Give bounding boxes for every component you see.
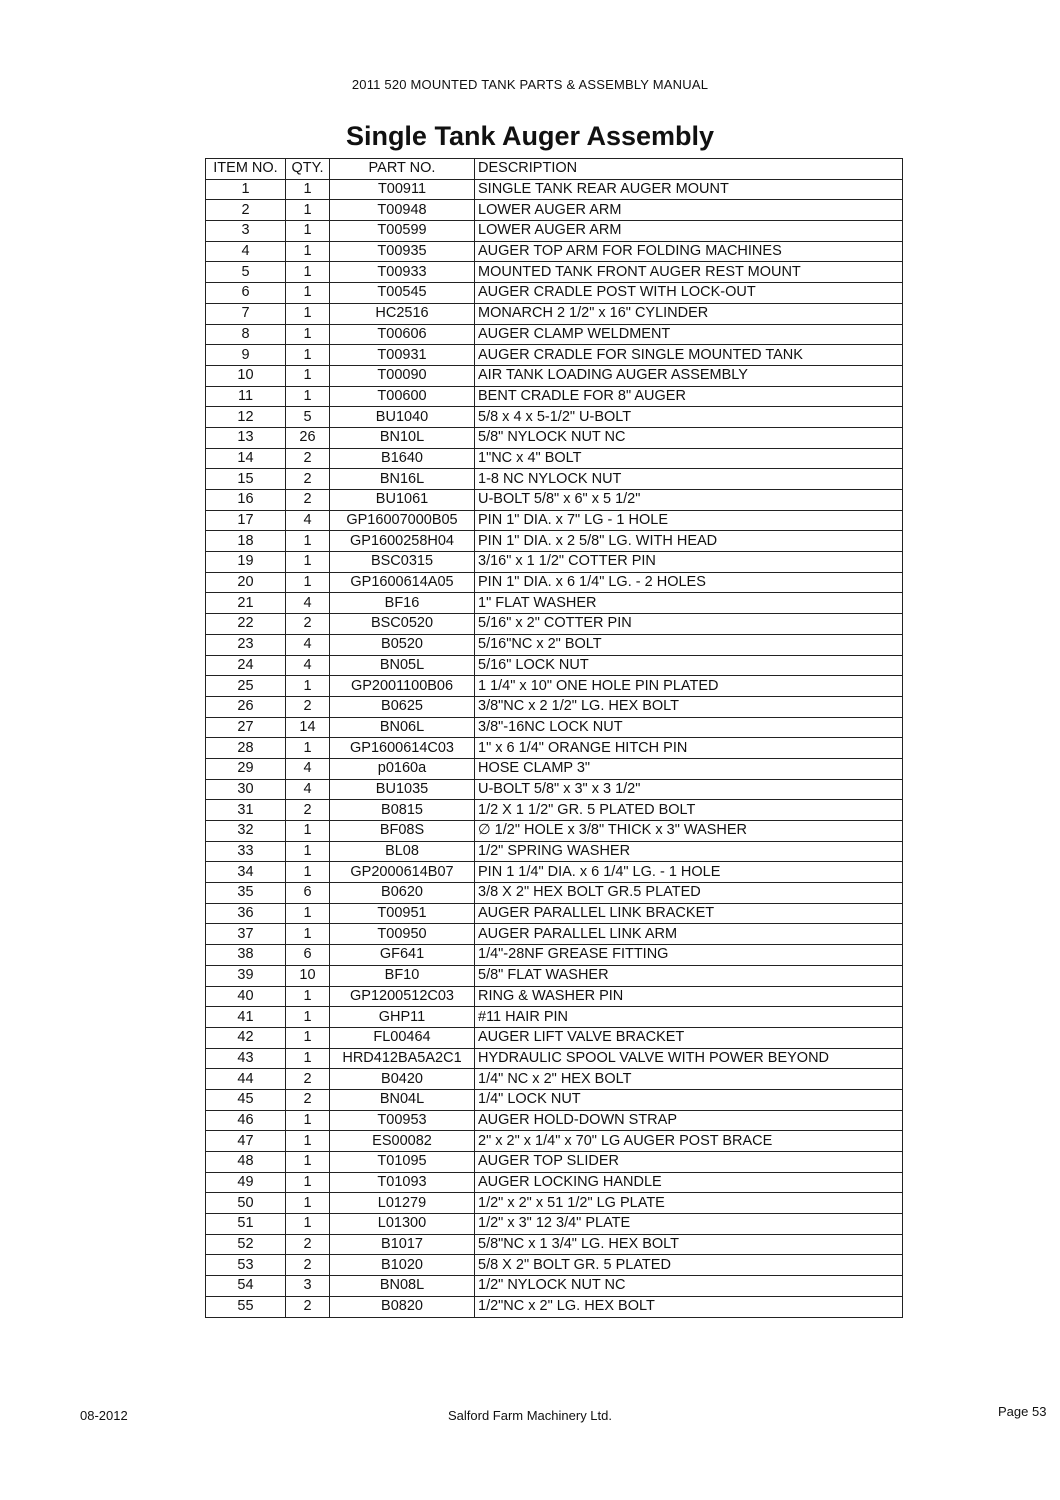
item-no-cell: 2 [206, 200, 286, 221]
part-no-cell: FL00464 [330, 1027, 475, 1048]
part-no-cell: T00951 [330, 903, 475, 924]
description-cell: #11 HAIR PIN [475, 1007, 903, 1028]
part-no-cell: GP2001100B06 [330, 676, 475, 697]
description-cell: 3/16" x 1 1/2" COTTER PIN [475, 552, 903, 573]
item-no-cell: 24 [206, 655, 286, 676]
part-no-cell: T00600 [330, 386, 475, 407]
part-no-cell: GP2000614B07 [330, 862, 475, 883]
qty-cell: 1 [286, 862, 330, 883]
item-no-cell: 21 [206, 593, 286, 614]
item-no-cell: 15 [206, 469, 286, 490]
item-no-cell: 34 [206, 862, 286, 883]
part-no-cell: T00931 [330, 345, 475, 366]
description-cell: 1/2"NC x 2" LG. HEX BOLT [475, 1296, 903, 1317]
table-row [206, 986, 903, 1007]
qty-cell: 2 [286, 1255, 330, 1276]
description-cell: AUGER CRADLE FOR SINGLE MOUNTED TANK [475, 345, 903, 366]
part-no-cell: BN16L [330, 469, 475, 490]
item-no-cell: 50 [206, 1193, 286, 1214]
qty-cell: 1 [286, 324, 330, 345]
table-row [206, 758, 903, 779]
qty-cell: 1 [286, 841, 330, 862]
table-row [206, 552, 903, 573]
part-no-cell: T00606 [330, 324, 475, 345]
item-no-cell: 49 [206, 1172, 286, 1193]
item-no-cell: 26 [206, 696, 286, 717]
table-row [206, 634, 903, 655]
description-cell: 5/16" LOCK NUT [475, 655, 903, 676]
qty-cell: 2 [286, 448, 330, 469]
description-cell: 1/4" NC x 2" HEX BOLT [475, 1069, 903, 1090]
item-no-cell: 42 [206, 1027, 286, 1048]
item-no-cell: 51 [206, 1214, 286, 1235]
table-row [206, 1276, 903, 1297]
table-row [206, 965, 903, 986]
part-no-cell: T01093 [330, 1172, 475, 1193]
item-no-cell: 16 [206, 490, 286, 511]
description-cell: 3/8"NC x 2 1/2" LG. HEX BOLT [475, 696, 903, 717]
table-row [206, 490, 903, 511]
part-no-cell: BF10 [330, 965, 475, 986]
table-row [206, 841, 903, 862]
table-row [206, 1007, 903, 1028]
item-no-cell: 33 [206, 841, 286, 862]
part-no-cell: GHP11 [330, 1007, 475, 1028]
table-row [206, 407, 903, 428]
description-cell: BENT CRADLE FOR 8" AUGER [475, 386, 903, 407]
qty-cell: 6 [286, 945, 330, 966]
table-row [206, 179, 903, 200]
table-row [206, 469, 903, 490]
description-cell: AUGER CRADLE POST WITH LOCK-OUT [475, 283, 903, 304]
item-no-cell: 29 [206, 758, 286, 779]
column-header-part-no: PART NO. [330, 159, 475, 180]
description-cell: 5/8" NYLOCK NUT NC [475, 427, 903, 448]
description-cell: PIN 1" DIA. x 7" LG - 1 HOLE [475, 510, 903, 531]
item-no-cell: 54 [206, 1276, 286, 1297]
table-row [206, 738, 903, 759]
table-row [206, 1131, 903, 1152]
item-no-cell: 36 [206, 903, 286, 924]
part-no-cell: BF08S [330, 821, 475, 842]
table-row [206, 200, 903, 221]
part-no-cell: BU1040 [330, 407, 475, 428]
qty-cell: 2 [286, 800, 330, 821]
item-no-cell: 45 [206, 1089, 286, 1110]
item-no-cell: 3 [206, 221, 286, 242]
qty-cell: 1 [286, 552, 330, 573]
item-no-cell: 20 [206, 572, 286, 593]
description-cell: HOSE CLAMP 3" [475, 758, 903, 779]
part-no-cell: GP16007000B05 [330, 510, 475, 531]
table-row [206, 1255, 903, 1276]
item-no-cell: 17 [206, 510, 286, 531]
description-cell: PIN 1" DIA. x 2 5/8" LG. WITH HEAD [475, 531, 903, 552]
table-row [206, 903, 903, 924]
column-header-item-no: ITEM NO. [206, 159, 286, 180]
qty-cell: 26 [286, 427, 330, 448]
part-no-cell: B0520 [330, 634, 475, 655]
qty-cell: 1 [286, 1214, 330, 1235]
description-cell: PIN 1 1/4" DIA. x 6 1/4" LG. - 1 HOLE [475, 862, 903, 883]
qty-cell: 4 [286, 779, 330, 800]
item-no-cell: 47 [206, 1131, 286, 1152]
parts-table [205, 158, 903, 1318]
description-cell: ∅ 1/2" HOLE x 3/8" THICK x 3" WASHER [475, 821, 903, 842]
table-row [206, 1048, 903, 1069]
item-no-cell: 23 [206, 634, 286, 655]
description-cell: 5/8 x 4 x 5-1/2" U-BOLT [475, 407, 903, 428]
table-row [206, 1296, 903, 1317]
table-row [206, 614, 903, 635]
table-row [206, 1152, 903, 1173]
qty-cell: 2 [286, 1234, 330, 1255]
qty-cell: 1 [286, 241, 330, 262]
description-cell: SINGLE TANK REAR AUGER MOUNT [475, 179, 903, 200]
table-row [206, 427, 903, 448]
qty-cell: 1 [286, 572, 330, 593]
qty-cell: 2 [286, 490, 330, 511]
qty-cell: 2 [286, 614, 330, 635]
item-no-cell: 14 [206, 448, 286, 469]
qty-cell: 14 [286, 717, 330, 738]
footer-date: 08-2012 [80, 1408, 128, 1423]
table-row [206, 324, 903, 345]
part-no-cell: B0620 [330, 883, 475, 904]
description-cell: 3/8 X 2" HEX BOLT GR.5 PLATED [475, 883, 903, 904]
part-no-cell: GF641 [330, 945, 475, 966]
qty-cell: 1 [286, 1048, 330, 1069]
description-cell: 3/8"-16NC LOCK NUT [475, 717, 903, 738]
table-row [206, 593, 903, 614]
qty-cell: 4 [286, 593, 330, 614]
table-row [206, 779, 903, 800]
item-no-cell: 44 [206, 1069, 286, 1090]
item-no-cell: 11 [206, 386, 286, 407]
item-no-cell: 8 [206, 324, 286, 345]
part-no-cell: BN08L [330, 1276, 475, 1297]
item-no-cell: 37 [206, 924, 286, 945]
item-no-cell: 27 [206, 717, 286, 738]
description-cell: 1/2" x 2" x 51 1/2" LG PLATE [475, 1193, 903, 1214]
footer-page-number: Page 53 [998, 1404, 1047, 1419]
description-cell: 1"NC x 4" BOLT [475, 448, 903, 469]
table-row [206, 862, 903, 883]
part-no-cell: GP1600614A05 [330, 572, 475, 593]
description-cell: PIN 1" DIA. x 6 1/4" LG. - 2 HOLES [475, 572, 903, 593]
item-no-cell: 41 [206, 1007, 286, 1028]
table-row [206, 531, 903, 552]
qty-cell: 1 [286, 262, 330, 283]
part-no-cell: p0160a [330, 758, 475, 779]
table-row [206, 365, 903, 386]
page-title: Single Tank Auger Assembly [345, 121, 715, 151]
description-cell: 1/2 X 1 1/2" GR. 5 PLATED BOLT [475, 800, 903, 821]
part-no-cell: T00599 [330, 221, 475, 242]
qty-cell: 1 [286, 200, 330, 221]
qty-cell: 1 [286, 303, 330, 324]
item-no-cell: 5 [206, 262, 286, 283]
description-cell: HYDRAULIC SPOOL VALVE WITH POWER BEYOND [475, 1048, 903, 1069]
qty-cell: 4 [286, 510, 330, 531]
table-header-row [206, 159, 903, 180]
description-cell: 5/8" FLAT WASHER [475, 965, 903, 986]
item-no-cell: 13 [206, 427, 286, 448]
item-no-cell: 40 [206, 986, 286, 1007]
part-no-cell: GP1600258H04 [330, 531, 475, 552]
part-no-cell: GP1600614C03 [330, 738, 475, 759]
part-no-cell: BSC0520 [330, 614, 475, 635]
item-no-cell: 6 [206, 283, 286, 304]
part-no-cell: L01279 [330, 1193, 475, 1214]
table-row [206, 717, 903, 738]
part-no-cell: T00090 [330, 365, 475, 386]
table-row [206, 1110, 903, 1131]
table-row [206, 1234, 903, 1255]
qty-cell: 2 [286, 1296, 330, 1317]
description-cell: AUGER PARALLEL LINK ARM [475, 924, 903, 945]
qty-cell: 2 [286, 696, 330, 717]
part-no-cell: BN10L [330, 427, 475, 448]
item-no-cell: 30 [206, 779, 286, 800]
item-no-cell: 22 [206, 614, 286, 635]
item-no-cell: 32 [206, 821, 286, 842]
description-cell: 1/2" SPRING WASHER [475, 841, 903, 862]
item-no-cell: 7 [206, 303, 286, 324]
part-no-cell: B0420 [330, 1069, 475, 1090]
qty-cell: 4 [286, 758, 330, 779]
part-no-cell: BL08 [330, 841, 475, 862]
description-cell: 1-8 NC NYLOCK NUT [475, 469, 903, 490]
table-row [206, 676, 903, 697]
item-no-cell: 1 [206, 179, 286, 200]
qty-cell: 1 [286, 1172, 330, 1193]
item-no-cell: 39 [206, 965, 286, 986]
qty-cell: 5 [286, 407, 330, 428]
part-no-cell: L01300 [330, 1214, 475, 1235]
qty-cell: 1 [286, 221, 330, 242]
description-cell: 1" x 6 1/4" ORANGE HITCH PIN [475, 738, 903, 759]
item-no-cell: 28 [206, 738, 286, 759]
qty-cell: 6 [286, 883, 330, 904]
part-no-cell: T00911 [330, 179, 475, 200]
table-row [206, 241, 903, 262]
qty-cell: 1 [286, 1027, 330, 1048]
qty-cell: 2 [286, 1069, 330, 1090]
qty-cell: 2 [286, 1089, 330, 1110]
description-cell: AUGER HOLD-DOWN STRAP [475, 1110, 903, 1131]
description-cell: 1/4" LOCK NUT [475, 1089, 903, 1110]
table-row [206, 572, 903, 593]
table-row [206, 1027, 903, 1048]
part-no-cell: B0815 [330, 800, 475, 821]
item-no-cell: 38 [206, 945, 286, 966]
manual-header: 2011 520 MOUNTED TANK PARTS & ASSEMBLY MANUAL [351, 77, 709, 92]
description-cell: U-BOLT 5/8" x 3" x 3 1/2" [475, 779, 903, 800]
item-no-cell: 19 [206, 552, 286, 573]
table-row [206, 945, 903, 966]
description-cell: AUGER CLAMP WELDMENT [475, 324, 903, 345]
part-no-cell: B0820 [330, 1296, 475, 1317]
description-cell: 2" x 2" x 1/4" x 70" LG AUGER POST BRACE [475, 1131, 903, 1152]
part-no-cell: ES00082 [330, 1131, 475, 1152]
part-no-cell: HC2516 [330, 303, 475, 324]
part-no-cell: T00935 [330, 241, 475, 262]
part-no-cell: BN06L [330, 717, 475, 738]
footer-company: Salford Farm Machinery Ltd. [447, 1408, 612, 1423]
table-row [206, 1214, 903, 1235]
part-no-cell: BU1061 [330, 490, 475, 511]
description-cell: AUGER PARALLEL LINK BRACKET [475, 903, 903, 924]
description-cell: 5/8 X 2" BOLT GR. 5 PLATED [475, 1255, 903, 1276]
description-cell: AUGER LOCKING HANDLE [475, 1172, 903, 1193]
description-cell: MOUNTED TANK FRONT AUGER REST MOUNT [475, 262, 903, 283]
description-cell: MONARCH 2 1/2" x 16" CYLINDER [475, 303, 903, 324]
table-row [206, 283, 903, 304]
item-no-cell: 46 [206, 1110, 286, 1131]
item-no-cell: 52 [206, 1234, 286, 1255]
table-row [206, 448, 903, 469]
parts-table-body [206, 179, 903, 1317]
column-header-description: DESCRIPTION [475, 159, 903, 180]
qty-cell: 1 [286, 821, 330, 842]
item-no-cell: 12 [206, 407, 286, 428]
part-no-cell: T00953 [330, 1110, 475, 1131]
item-no-cell: 48 [206, 1152, 286, 1173]
qty-cell: 1 [286, 179, 330, 200]
item-no-cell: 31 [206, 800, 286, 821]
qty-cell: 1 [286, 283, 330, 304]
item-no-cell: 18 [206, 531, 286, 552]
description-cell: AUGER LIFT VALVE BRACKET [475, 1027, 903, 1048]
table-row [206, 1089, 903, 1110]
description-cell: 1/2" NYLOCK NUT NC [475, 1276, 903, 1297]
part-no-cell: BSC0315 [330, 552, 475, 573]
qty-cell: 1 [286, 531, 330, 552]
table-row [206, 800, 903, 821]
item-no-cell: 25 [206, 676, 286, 697]
part-no-cell: BF16 [330, 593, 475, 614]
table-row [206, 345, 903, 366]
item-no-cell: 10 [206, 365, 286, 386]
qty-cell: 1 [286, 1152, 330, 1173]
part-no-cell: GP1200512C03 [330, 986, 475, 1007]
qty-cell: 1 [286, 365, 330, 386]
qty-cell: 1 [286, 1131, 330, 1152]
description-cell: AUGER TOP SLIDER [475, 1152, 903, 1173]
part-no-cell: T00948 [330, 200, 475, 221]
part-no-cell: T00545 [330, 283, 475, 304]
qty-cell: 1 [286, 903, 330, 924]
description-cell: 1/4"-28NF GREASE FITTING [475, 945, 903, 966]
description-cell: AUGER TOP ARM FOR FOLDING MACHINES [475, 241, 903, 262]
qty-cell: 1 [286, 386, 330, 407]
description-cell: RING & WASHER PIN [475, 986, 903, 1007]
part-no-cell: B1020 [330, 1255, 475, 1276]
part-no-cell: B1017 [330, 1234, 475, 1255]
column-header-qty: QTY. [286, 159, 330, 180]
qty-cell: 4 [286, 634, 330, 655]
qty-cell: 1 [286, 676, 330, 697]
description-cell: 1 1/4" x 10" ONE HOLE PIN PLATED [475, 676, 903, 697]
description-cell: U-BOLT 5/8" x 6" x 5 1/2" [475, 490, 903, 511]
table-row [206, 883, 903, 904]
description-cell: LOWER AUGER ARM [475, 221, 903, 242]
part-no-cell: B0625 [330, 696, 475, 717]
table-row [206, 262, 903, 283]
table-row [206, 510, 903, 531]
table-row [206, 1069, 903, 1090]
qty-cell: 1 [286, 1110, 330, 1131]
item-no-cell: 43 [206, 1048, 286, 1069]
table-row [206, 1193, 903, 1214]
item-no-cell: 55 [206, 1296, 286, 1317]
part-no-cell: T00933 [330, 262, 475, 283]
qty-cell: 1 [286, 345, 330, 366]
table-row [206, 386, 903, 407]
item-no-cell: 9 [206, 345, 286, 366]
description-cell: LOWER AUGER ARM [475, 200, 903, 221]
part-no-cell: BN04L [330, 1089, 475, 1110]
part-no-cell: T01095 [330, 1152, 475, 1173]
qty-cell: 3 [286, 1276, 330, 1297]
description-cell: 5/16" x 2" COTTER PIN [475, 614, 903, 635]
qty-cell: 4 [286, 655, 330, 676]
description-cell: 1" FLAT WASHER [475, 593, 903, 614]
table-row [206, 821, 903, 842]
part-no-cell: T00950 [330, 924, 475, 945]
qty-cell: 1 [286, 738, 330, 759]
qty-cell: 1 [286, 1193, 330, 1214]
qty-cell: 10 [286, 965, 330, 986]
description-cell: 5/16"NC x 2" BOLT [475, 634, 903, 655]
table-row [206, 655, 903, 676]
description-cell: 5/8"NC x 1 3/4" LG. HEX BOLT [475, 1234, 903, 1255]
part-no-cell: BU1035 [330, 779, 475, 800]
table-row [206, 924, 903, 945]
item-no-cell: 4 [206, 241, 286, 262]
part-no-cell: BN05L [330, 655, 475, 676]
part-no-cell: B1640 [330, 448, 475, 469]
description-cell: 1/2" x 3" 12 3/4" PLATE [475, 1214, 903, 1235]
table-row [206, 696, 903, 717]
item-no-cell: 35 [206, 883, 286, 904]
part-no-cell: HRD412BA5A2C1 [330, 1048, 475, 1069]
qty-cell: 1 [286, 1007, 330, 1028]
table-row [206, 303, 903, 324]
item-no-cell: 53 [206, 1255, 286, 1276]
description-cell: AIR TANK LOADING AUGER ASSEMBLY [475, 365, 903, 386]
table-row [206, 1172, 903, 1193]
qty-cell: 1 [286, 924, 330, 945]
qty-cell: 2 [286, 469, 330, 490]
qty-cell: 1 [286, 986, 330, 1007]
table-row [206, 221, 903, 242]
